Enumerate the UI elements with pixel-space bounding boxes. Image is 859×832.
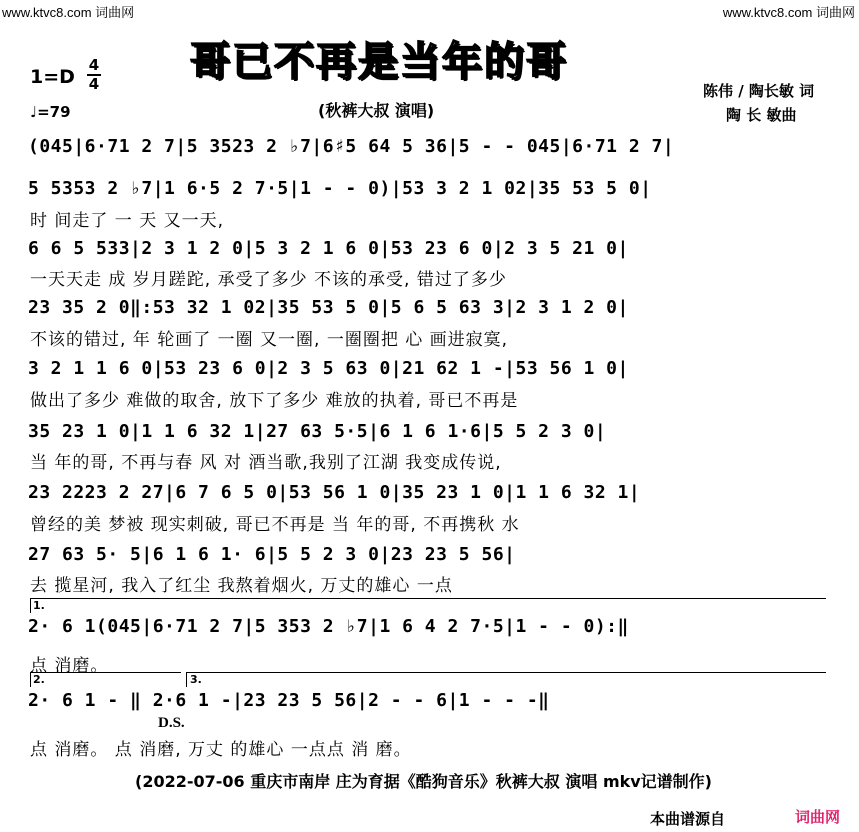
ending-2-bracket — [30, 672, 181, 687]
key-signature: 1=D — [30, 66, 75, 88]
score-line-6-notes: 35 23 1 0|1 1 6 32 1|27 63 5·5|6 1 6 1·6|5 5 2 3 0| — [28, 421, 607, 442]
score-line-9-notes: 2· 6 1(045|6·71 2 7|5 353 2 ♭7|1 6 4 2 7·5|1 - - 0):‖ — [28, 616, 629, 637]
time-signature — [87, 58, 101, 92]
score-line-10-lyrics: 点 消磨。 点 消磨, 万丈 的雄心 一点点 消 磨。 — [30, 740, 412, 760]
score-line-5-notes: 3 2 1 1 6 0|53 23 6 0|2 3 5 63 0|21 62 1 -|53 56 1 0| — [28, 358, 629, 379]
score-line-2-lyrics: 时 间走了 一 天 又一天, — [30, 211, 225, 231]
score-line-8-lyrics: 去 揽星河, 我入了红尘 我熬着烟火, 万丈的雄心 一点 — [30, 576, 453, 596]
score-line-8-notes: 27 63 5· 5|6 1 6 1· 6|5 5 2 3 0|23 23 5 56| — [28, 544, 516, 565]
lyricist-credit: 陈伟 / 陶长敏 词 — [703, 82, 815, 100]
ending-1-bracket — [30, 598, 826, 613]
dal-segno-mark: D.S. — [158, 715, 185, 731]
ending-3-label: 3. — [190, 673, 202, 686]
score-line-3-notes: 6 6 5 533|2 3 1 2 0|5 3 2 1 6 0|53 23 6 0|2 3 5 21 0| — [28, 238, 629, 259]
score-line-4-notes: 23 35 2 0‖:53 32 1 02|35 53 5 0|5 6 5 63 3|2 3 1 2 0| — [28, 297, 629, 318]
watermark-left: www.ktvc8.com 词曲网 — [2, 5, 135, 20]
score-line-1-notes: (045|6·71 2 7|5 3523 2 ♭7|6♯5 64 5 36|5 - - 045|6·71 2 7| — [28, 136, 675, 157]
site-logo: 词曲网 — [795, 808, 841, 826]
song-title: 哥已不再是当年的哥 — [190, 39, 568, 85]
tempo-marking: ♩=79 — [30, 103, 71, 121]
transcription-note: (2022-07-06 重庆市南岸 庄为育据《酷狗音乐》秋裤大叔 演唱 mkv记谱制作) — [135, 772, 712, 791]
singer-credit: (秋裤大叔 演唱) — [318, 101, 435, 120]
time-top: 4 — [88, 56, 100, 74]
score-line-9-lyrics: 点 消磨。 — [30, 656, 109, 676]
score-line-7-lyrics: 曾经的美 梦被 现实刺破, 哥已不再是 当 年的哥, 不再携秋 水 — [30, 515, 520, 535]
source-label: 本曲谱源自 — [650, 810, 726, 828]
score-line-3-lyrics: 一天天走 成 岁月蹉跎, 承受了多少 不该的承受, 错过了多少 — [30, 270, 507, 290]
score-line-6-lyrics: 当 年的哥, 不再与春 风 对 酒当歌,我别了江湖 我变成传说, — [30, 453, 502, 473]
score-line-4-lyrics: 不该的错过, 年 轮画了 一圈 又一圈, 一圈圈把 心 画进寂寞, — [30, 330, 509, 350]
ending-1-label: 1. — [33, 599, 45, 612]
watermark-right: www.ktvc8.com 词曲网 — [722, 5, 855, 20]
ending-3-bracket — [186, 672, 826, 687]
score-line-2-notes: 5 5353 2 ♭7|1 6·5 2 7·5|1 - - 0)|53 3 2 1 02|35 53 5 0| — [28, 178, 652, 199]
score-line-5-lyrics: 做出了多少 难做的取舍, 放下了多少 难放的执着, 哥已不再是 — [30, 391, 519, 411]
score-line-7-notes: 23 2223 2 27|6 7 6 5 0|53 56 1 0|35 23 1 0|1 1 6 32 1| — [28, 482, 641, 503]
composer-credit: 陶 长 敏曲 — [726, 106, 797, 124]
score-line-10-notes: 2· 6 1 - ‖ 2·6 1 -|23 23 5 56|2 - - 6|1 - - -‖ — [28, 690, 550, 711]
time-bottom: 4 — [88, 75, 100, 93]
ending-2-label: 2. — [33, 673, 45, 686]
